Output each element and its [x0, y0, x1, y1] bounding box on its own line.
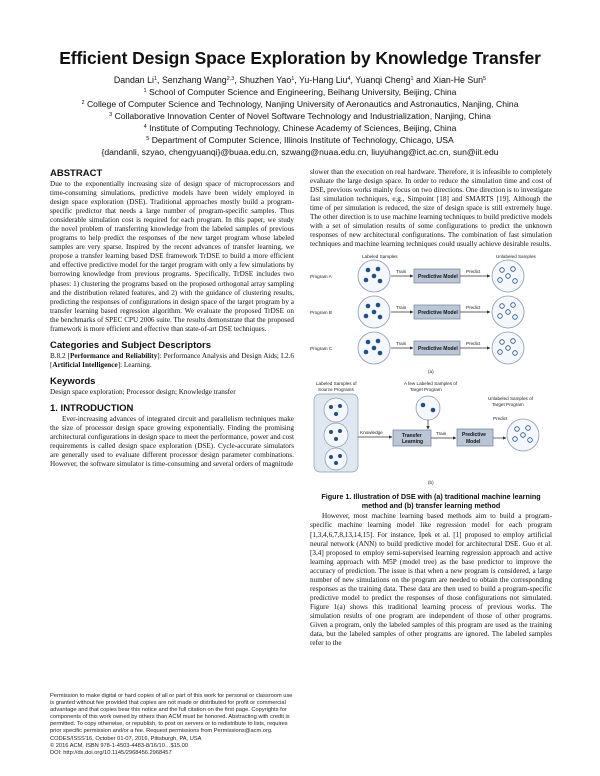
- svg-text:Transfer: Transfer: [402, 433, 422, 440]
- affiliation: $^1$ School of Computer Science and Engineering, Beihang University, Beijing, China: [143, 87, 457, 97]
- author: Shuzhen Yao: [239, 75, 292, 85]
- author: Senzhang Wang: [161, 75, 227, 85]
- svg-text:Source Programs: Source Programs: [318, 387, 354, 393]
- program-a-label: Program A: [310, 274, 332, 280]
- affiliation: $^3$ Collaborative Innovation Center of Novel Software Technology and Industrialization, Nanjing, China: [109, 111, 491, 121]
- unlabeled-samples-label: Unlabeled Samples: [496, 254, 536, 260]
- svg-text:Predictive Model: Predictive Model: [418, 274, 458, 281]
- svg-text:Target Program: Target Program: [492, 402, 524, 408]
- svg-text:Model: Model: [466, 439, 481, 446]
- program-b-row: [358, 296, 524, 328]
- target-unlabeled-cluster: [507, 419, 539, 451]
- svg-text:Predictive: Predictive: [462, 432, 486, 439]
- program-a-row: [358, 260, 524, 292]
- author: Dandan Li: [113, 75, 154, 85]
- figure-1: [310, 252, 552, 514]
- introduction-heading: 1. INTRODUCTION: [50, 402, 134, 414]
- svg-text:Train: Train: [396, 341, 407, 347]
- keywords-text: Design space exploration; Processor design; Knowledge transfer: [50, 387, 236, 396]
- author: Yu-Hang Liu: [299, 75, 348, 85]
- svg-text:Train: Train: [396, 305, 407, 311]
- program-c-row: [358, 332, 524, 364]
- subfigure-a-label: (a): [428, 369, 434, 375]
- source-programs-label: Labeled Samples of: [316, 381, 357, 387]
- categories-text: B.8.2 [Performance and Reliability]: Performance Analysis and Design Aids; I.2.6 [Artificial Intelligence]: Learning.: [50, 351, 294, 369]
- author-list: Dandan Li$^1$, Senzhang Wang$^{2,3}$, Shuzhen Yao$^1$, Yu-Hang Liu$^4$, Yuanqi Cheng$^1$ and Xian-He Sun$^5$: [113, 75, 487, 85]
- abstract-heading: ABSTRACT: [50, 168, 103, 179]
- svg-text:Target Program: Target Program: [410, 387, 442, 393]
- figure-1-diagram: [310, 252, 552, 514]
- svg-text:Predictive Model: Predictive Model: [418, 310, 458, 317]
- affiliation: $^5$ Department of Computer Science, Illinois Institute of Technology, Chicago, USA: [146, 135, 454, 145]
- train-label: Train: [396, 269, 407, 275]
- right-column: [310, 168, 552, 651]
- figure-caption: Figure 1. Illustration of DSE with (a) traditional machine learning method and (b) transfer learning method: [321, 492, 541, 511]
- target-labeled-cluster: [416, 396, 440, 420]
- predict-label: Predict: [466, 269, 481, 275]
- svg-text:Train: Train: [436, 431, 447, 437]
- svg-text:Learning: Learning: [402, 439, 424, 446]
- target-unlabeled-label: Unlabeled Samples of: [488, 396, 533, 402]
- introduction-paragraph-continued: slower than the execution on real hardware. Therefore, it is infeasible to completely evaluate the large design space. In order to reduce the simulation time and cost of DSE, previous works mainly focus on two directions. One direction is to investigate fast simulation techniques, e.g., Simpoint [18] and SMARTS [19]. Although the time of per simulation is reduced, the size of design space is still extremely huge. The other direction is to use machine learning techniques to build predictive models with a set of simulation results of some configurations to predict the unknown responses of new architectural configurations. The combination of fast simulation techniques and machine learning techniques could usually achieve desirable results.: [310, 168, 552, 249]
- affiliation: $^2$ College of Computer Science and Technology, Nanjing University of Aeronautics and Astronautics, Nanjing, China: [81, 99, 519, 109]
- subfigure-b-label: (b): [428, 480, 434, 486]
- unlabeled-sample-cluster: [492, 260, 524, 292]
- author: Yuanqi Cheng: [355, 75, 411, 85]
- categories-heading: Categories and Subject Descriptors: [50, 339, 212, 351]
- paper-title: Efficient Design Space Exploration by Knowledge Transfer: [59, 48, 541, 68]
- few-labeled-label: A few Labeled Samples of: [404, 381, 458, 387]
- affiliation: $^4$ Institute of Computing Technology, Chinese Academy of Sciences, Beijing, China: [143, 123, 457, 133]
- introduction-paragraph: Ever-increasing advances of integrated circuit and parallelism techniques make the size of processor design space growing exponentially. Finding the promising architectural configurations in design space to meet the performance, power and cost requirements is called design space exploration (DSE). Cycle-accurate simulators are generally used to evaluate different processor design parameter combinations. However, the software simulator is time-consuming and several orders of magnitude: [50, 414, 294, 469]
- knowledge-label: Knowledge: [360, 430, 383, 436]
- svg-text:Predict: Predict: [493, 416, 508, 422]
- keywords-heading: Keywords: [50, 375, 96, 387]
- abstract-text: Due to the exponentially increasing size of design space of microprocessors and time-consuming simulations, predictive models have been widely employed in design space exploration (DSE). Traditional approaches mostly build a program-specific predictor that needs a large number of program-specific samples. Thus considerable simulation cost is required for each program. In this paper, we study the novel problem of transferring knowledge from the labeled samples of previous programs to help predict the responses of the new target program whose labeled samples are very sparse. Inspired by the recent advances of transfer learning, we propose a transfer learning based DSE framework TrDSE to build a more efficient and effective predictive model for the target program with only a few simulations by borrowing knowledge from previous programs. Specifically, TrDSE includes two phases: 1) clustering the programs based on the proposed orthogonal array sampling and the distribution related features, and 2) with the guidance of clustering results, predicting the responses of configurations in design space of the target program by a transfer learning based regression algorithm. We evaluate the proposed TrDSE on the benchmarks of SPEC CPU 2006 suite. The results demonstrate that the proposed framework is more efficient and effective than state-of-art DSE techniques.: [50, 180, 294, 333]
- svg-text:Predictive Model: Predictive Model: [418, 346, 458, 353]
- svg-text:Predict: Predict: [466, 305, 481, 311]
- program-c-label: Program C: [310, 346, 333, 352]
- left-column: [50, 168, 294, 472]
- copyright-footnote: Permission to make digital or hard copies of all or part of this work for personal or classroom use is granted without fee provided that copies are not made or distributed for profit or commercial advantage and that copies bear this notice and the full citation on the first page. Copyrights for components of this work owned by others than ACM must be honored. Abstracting with credit is permitted. To copy otherwise, or republish, to post on servers or to redistribute to lists, requires prior specific permission and/or a fee. Request permissions from Permissions@acm.org. CODES/ISSS'16, October 01-07, 2016, Pittsburgh, PA, USA © 2016 ACM. ISBN 978-1-4503-4483-8/16/10…$15.00 DOI: http://dx.doi.org/10.1145/2968456.2968457: [50, 693, 293, 756]
- author-emails: {dandanli, szyao, chengyuanqi}@buaa.edu.cn, szwang@nuaa.edu.cn, liuyuhang@ict.ac.cn, sun@iit.edu: [101, 147, 499, 157]
- author: Xian-He Sun: [433, 75, 484, 85]
- labeled-samples-label: Labeled Samples: [362, 254, 398, 260]
- svg-text:Predict: Predict: [466, 341, 481, 347]
- program-b-label: Program B: [310, 310, 332, 316]
- introduction-paragraph: However, most machine learning based methods aim to build a program-specific machine learning model like regression model for each program [1,3,4,6,7,8,13,14,15]. For instance, İpek et al. [1] proposed to employ artificial neural network (ANN) to build predictive model for architectural DSE. Guo et al. [3,4] proposed to employ semi-supervised learning regression approach and active learning approach with M5P (model tree) as the base predictor to improve the accuracy of prediction. The issue is that when a new program is considered, a large number of new simulations on the program are needed to obtain the corresponding responses as the training data. These data are then used to build a program-specific predictive model to predict the responses of those configurations not simulated. Figure 1(a) shows this traditional learning process of previous works. The simulation results of one program are independent of those of other programs. Given a program, only the labeled samples of this program are used as the training data, but the labeled samples of other programs are ignored. The labeled samples refer to the: [310, 512, 552, 648]
